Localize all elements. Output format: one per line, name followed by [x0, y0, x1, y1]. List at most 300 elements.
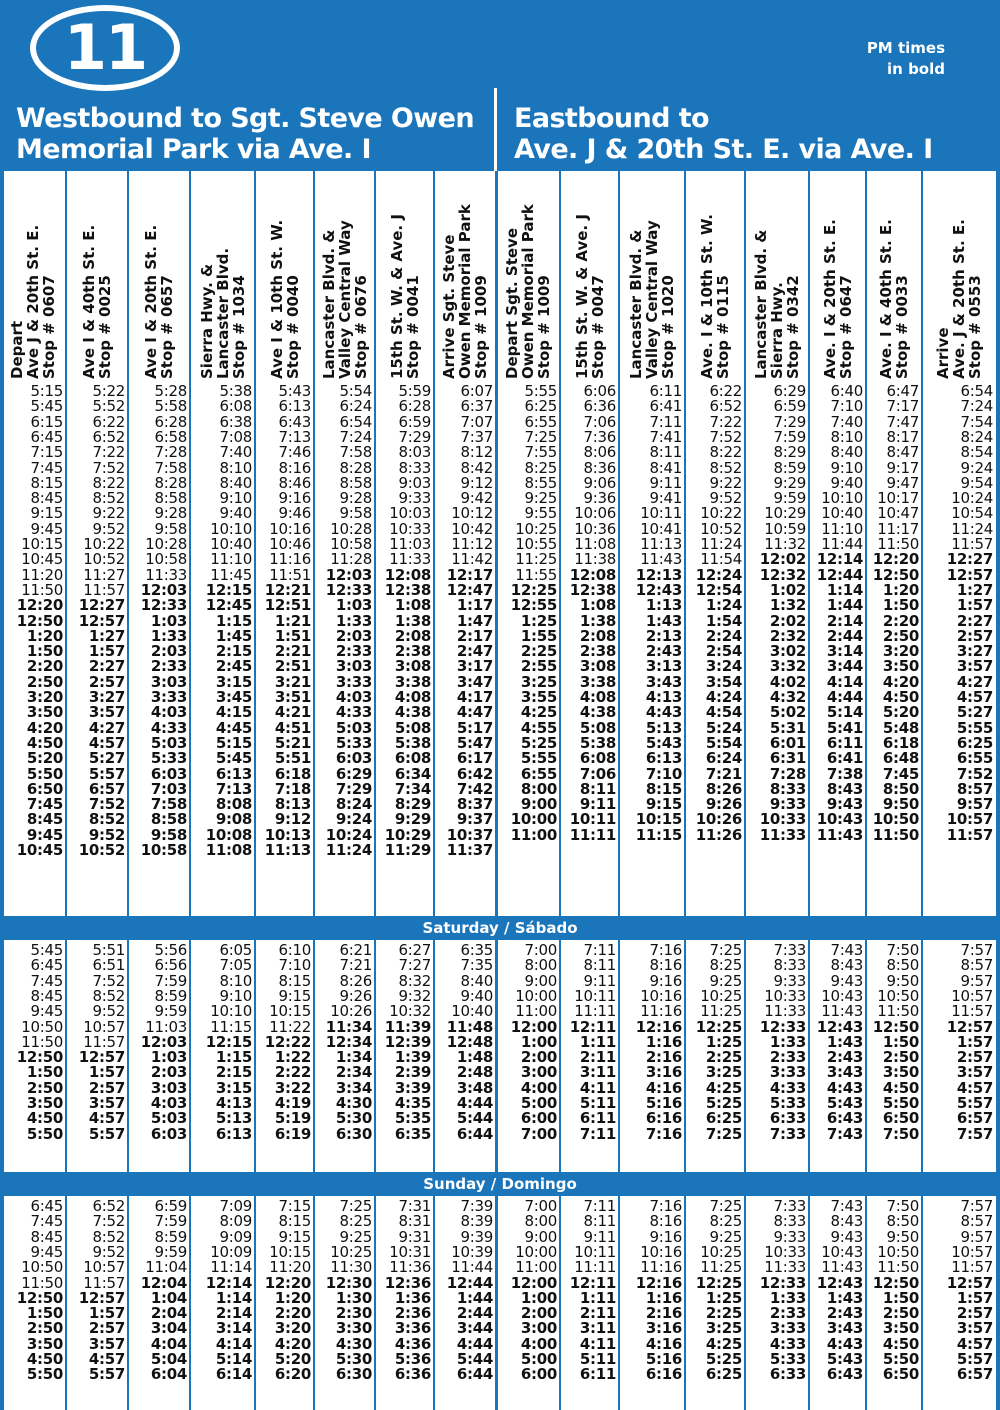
- time-cell: 4:04: [150, 1334, 187, 1353]
- time-cell: 11:50: [21, 1032, 63, 1051]
- time-cell: 12:13: [635, 565, 682, 584]
- time-cell: 11:24: [700, 535, 742, 553]
- time-cell: 10:50: [872, 810, 919, 829]
- time-cell: 12:03: [140, 580, 187, 599]
- time-cell: 1:03: [150, 1048, 187, 1067]
- time-cell: 9:52: [709, 489, 742, 508]
- time-cell: 9:39: [460, 1227, 493, 1246]
- time-cell: 6:57: [956, 1365, 993, 1384]
- time-cell: 7:40: [219, 443, 252, 462]
- time-cell: 11:50: [21, 580, 63, 599]
- time-cell: 2:02: [769, 611, 806, 630]
- time-cell: 12:48: [446, 1032, 493, 1051]
- time-cell: 1:33: [150, 626, 187, 645]
- time-cell: 10:29: [764, 504, 806, 523]
- time-cell: 10:10: [210, 1002, 252, 1021]
- time-cell: 5:13: [645, 718, 682, 737]
- time-cell: 11:15: [210, 1017, 252, 1036]
- time-cell: 12:21: [264, 580, 311, 599]
- time-cell: 7:09: [219, 1197, 252, 1215]
- time-cell: 5:20: [274, 1350, 311, 1368]
- time-cell: 5:57: [956, 1350, 993, 1368]
- time-cell: 5:54: [705, 733, 742, 752]
- time-cell: 9:26: [339, 986, 372, 1005]
- time-cell: 10:58: [140, 841, 187, 859]
- time-cell: 1:11: [579, 1288, 616, 1307]
- time-cell: 8:52: [92, 986, 125, 1005]
- time-cell: 12:50: [872, 1017, 919, 1036]
- column-header-line: Valley Central Way: [643, 220, 661, 379]
- pm-note-line-2: in bold: [887, 60, 945, 78]
- time-cell: 6:57: [956, 1109, 993, 1128]
- time-cell: 7:25: [524, 427, 557, 446]
- time-cell: 9:31: [398, 1227, 431, 1246]
- time-cell: 12:16: [635, 1017, 682, 1036]
- time-cell: 1:43: [645, 611, 682, 630]
- time-cell: 2:57: [956, 626, 993, 645]
- column-header-line: Stop # 0647: [836, 275, 855, 379]
- time-cell: 12:00: [510, 1017, 557, 1036]
- time-cell: 2:54: [705, 642, 742, 661]
- time-cell: 2:50: [26, 1319, 63, 1338]
- time-cell: 12:25: [695, 1017, 742, 1036]
- time-cell: 10:13: [264, 825, 311, 844]
- time-cell: 10:32: [389, 1002, 431, 1021]
- time-cell: 2:36: [394, 1304, 431, 1323]
- time-cell: 1:20: [26, 626, 63, 645]
- time-cell: 7:43: [830, 1197, 863, 1215]
- time-cell: 6:30: [335, 1124, 372, 1143]
- time-cell: 1:48: [456, 1048, 493, 1067]
- time-cell: 9:11: [583, 971, 616, 990]
- time-cell: 7:45: [30, 1212, 63, 1231]
- time-cell: 2:57: [88, 1319, 125, 1338]
- time-cell: 12:16: [635, 1273, 682, 1292]
- time-cell: 8:28: [339, 458, 372, 477]
- time-cell: 9:57: [960, 1227, 993, 1246]
- time-cell: 7:41: [649, 427, 682, 446]
- column-header-line: Stop # 0657: [158, 275, 176, 379]
- time-cell: 2:44: [456, 1304, 493, 1323]
- time-cell: 5:38: [394, 733, 431, 752]
- time-cell: 3:38: [579, 672, 616, 691]
- time-cell: 5:19: [274, 1109, 311, 1128]
- time-cell: 1:00: [520, 1288, 557, 1307]
- time-cell: 8:33: [773, 956, 806, 975]
- time-cell: 4:44: [456, 1094, 493, 1112]
- westbound-title-line-1: Westbound to Sgt. Steve Owen: [16, 103, 474, 134]
- time-cell: 11:50: [877, 1002, 919, 1021]
- time-cell: 12:57: [78, 611, 125, 630]
- time-cell: 9:52: [88, 825, 125, 844]
- time-cell: 6:45: [30, 427, 63, 446]
- time-cell: 8:52: [88, 810, 125, 829]
- time-cell: 10:15: [21, 535, 63, 553]
- time-cell: 7:25: [339, 1197, 372, 1215]
- time-cell: 4:36: [394, 1334, 431, 1353]
- time-cell: 9:37: [456, 810, 493, 829]
- time-cell: 4:43: [826, 1078, 863, 1097]
- time-cell: 8:50: [886, 1212, 919, 1231]
- time-cell: 10:15: [635, 810, 682, 829]
- time-cell: 5:25: [520, 733, 557, 752]
- time-cell: 4:50: [26, 1350, 63, 1368]
- time-cell: 6:11: [579, 1365, 616, 1384]
- time-cell: 11:17: [877, 519, 919, 538]
- time-cell: 10:10: [210, 519, 252, 538]
- time-cell: 11:43: [821, 1002, 863, 1021]
- time-cell: 4:35: [394, 1094, 431, 1112]
- time-cell: 5:08: [579, 718, 616, 737]
- time-cell: 3:14: [826, 642, 863, 661]
- column-header-line: Arrive Sgt. Steve: [440, 234, 458, 379]
- time-cell: 6:36: [394, 1365, 431, 1384]
- time-cell: 3:33: [769, 1319, 806, 1338]
- time-cell: 10:50: [877, 986, 919, 1005]
- time-cell: 7:18: [274, 779, 311, 798]
- time-cell: 6:18: [882, 733, 919, 752]
- time-cell: 5:20: [26, 749, 63, 768]
- time-cell: 9:32: [398, 986, 431, 1005]
- column-header: [66, 171, 128, 383]
- eastbound-title: [514, 103, 933, 165]
- time-cell: 2:27: [88, 657, 125, 676]
- time-cell: 5:43: [645, 733, 682, 752]
- time-cell: 5:33: [769, 1094, 806, 1112]
- time-cell: 5:33: [150, 749, 187, 768]
- time-cell: 4:03: [150, 703, 187, 722]
- time-cell: 11:00: [510, 825, 557, 844]
- time-cell: 10:00: [510, 810, 557, 829]
- time-cell: 12:39: [384, 1032, 431, 1051]
- time-cell: 1:04: [150, 1288, 187, 1307]
- time-cell: 11:44: [821, 535, 863, 553]
- time-cell: 4:03: [335, 688, 372, 706]
- column-header-line: Ave I & 40th St. E.: [80, 224, 98, 379]
- time-cell: 2:20: [26, 657, 63, 676]
- time-cell: 2:11: [579, 1048, 616, 1067]
- time-cell: 11:57: [83, 1273, 125, 1292]
- time-cell: 10:57: [951, 1242, 993, 1261]
- time-cell: 9:45: [30, 1242, 63, 1261]
- time-cell: 11:03: [145, 1017, 187, 1036]
- column-header: [619, 171, 685, 383]
- column-header-line: Owen Memorial Park: [519, 204, 537, 379]
- column-header-line: Stop # 1009: [472, 275, 490, 379]
- time-cell: 5:50: [882, 1094, 919, 1112]
- time-cell: 4:50: [26, 733, 63, 752]
- time-cell: 5:22: [92, 382, 125, 400]
- time-cell: 12:14: [205, 1273, 252, 1292]
- time-cell: 7:37: [460, 427, 493, 446]
- time-cell: 10:45: [16, 841, 63, 859]
- time-cell: 6:43: [278, 412, 311, 431]
- time-cell: 1:33: [769, 1288, 806, 1307]
- time-cell: 2:43: [826, 1304, 863, 1323]
- time-cell: 7:00: [524, 941, 557, 959]
- time-cell: 1:02: [769, 580, 806, 599]
- time-cell: 12:57: [78, 1048, 125, 1067]
- time-cell: 9:11: [579, 795, 616, 814]
- time-cell: 6:44: [456, 1365, 493, 1384]
- time-cell: 3:55: [520, 688, 557, 706]
- time-cell: 7:28: [769, 764, 806, 783]
- time-cell: 3:27: [88, 688, 125, 706]
- time-cell: 2:13: [645, 626, 682, 645]
- time-cell: 6:24: [705, 749, 742, 768]
- time-cell: 5:57: [88, 1365, 125, 1384]
- time-cell: 6:33: [769, 1109, 806, 1128]
- time-cell: 10:52: [700, 519, 742, 538]
- time-cell: 3:51: [274, 688, 311, 706]
- time-cell: 7:50: [886, 1197, 919, 1215]
- time-cell: 8:58: [150, 810, 187, 829]
- time-cell: 5:14: [826, 703, 863, 722]
- time-cell: 1:57: [88, 1304, 125, 1323]
- time-cell: 5:44: [456, 1109, 493, 1128]
- time-cell: 4:14: [826, 672, 863, 691]
- time-cell: 6:00: [520, 1365, 557, 1384]
- time-cell: 11:32: [764, 535, 806, 553]
- time-cell: 7:25: [705, 1124, 742, 1143]
- time-cell: 6:13: [278, 397, 311, 416]
- time-cell: 4:50: [882, 1334, 919, 1353]
- time-cell: 2:16: [645, 1304, 682, 1323]
- time-cell: 8:00: [520, 779, 557, 798]
- time-cell: 9:28: [339, 489, 372, 508]
- time-cell: 12:02: [759, 550, 806, 569]
- time-cell: 8:59: [154, 1227, 187, 1246]
- time-cell: 5:38: [579, 733, 616, 752]
- time-cell: 11:12: [451, 535, 493, 553]
- time-cell: 5:52: [92, 397, 125, 416]
- time-cell: 5:25: [705, 1350, 742, 1368]
- time-cell: 6:33: [769, 1365, 806, 1384]
- time-cell: 4:33: [769, 1078, 806, 1097]
- time-cell: 7:59: [773, 427, 806, 446]
- time-cell: 7:13: [215, 779, 252, 798]
- time-cell: 10:46: [269, 535, 311, 553]
- time-cell: 6:16: [645, 1365, 682, 1384]
- time-cell: 12:20: [16, 596, 63, 615]
- time-cell: 11:24: [325, 841, 372, 859]
- time-cell: 1:57: [956, 1288, 993, 1307]
- time-cell: 4:44: [826, 688, 863, 706]
- time-cell: 8:09: [219, 1212, 252, 1231]
- time-cell: 6:25: [956, 733, 993, 752]
- time-cell: 4:25: [705, 1334, 742, 1353]
- time-cell: 3:33: [769, 1063, 806, 1082]
- time-cell: 3:16: [645, 1063, 682, 1082]
- time-cell: 3:15: [215, 672, 252, 691]
- time-cell: 6:11: [579, 1109, 616, 1128]
- time-cell: 7:58: [339, 443, 372, 462]
- time-cell: 11:14: [210, 1258, 252, 1277]
- time-cell: 2:55: [520, 657, 557, 676]
- time-cell: 1:44: [826, 596, 863, 615]
- time-cell: 6:52: [92, 427, 125, 446]
- time-cell: 12:33: [759, 1017, 806, 1036]
- time-cell: 3:50: [882, 657, 919, 676]
- column-header-line: Ave. J & 20th St. E.: [950, 219, 968, 379]
- column-header-line: 15th St. W. & Ave. J: [387, 214, 406, 379]
- time-cell: 6:52: [709, 397, 742, 416]
- time-cell: 6:13: [215, 1124, 252, 1143]
- time-cell: 3:17: [456, 657, 493, 676]
- time-cell: 10:33: [764, 986, 806, 1005]
- time-cell: 8:46: [278, 473, 311, 492]
- time-cell: 7:45: [882, 764, 919, 783]
- time-cell: 1:57: [956, 596, 993, 615]
- time-cell: 11:50: [21, 1273, 63, 1292]
- time-cell: 7:45: [30, 971, 63, 990]
- time-cell: 11:00: [515, 1002, 557, 1021]
- time-cell: 3:50: [26, 703, 63, 722]
- time-cell: 10:17: [877, 489, 919, 508]
- time-cell: 11:10: [210, 550, 252, 569]
- time-cell: 2:45: [215, 657, 252, 676]
- sunday-section-band: Sunday / Domingo: [0, 1172, 1000, 1196]
- time-cell: 1:50: [26, 1063, 63, 1082]
- time-cell: 12:33: [759, 1273, 806, 1292]
- column-header: [560, 171, 619, 383]
- time-cell: 7:16: [649, 1197, 682, 1215]
- time-cell: 12:24: [695, 565, 742, 584]
- time-cell: 2:51: [274, 657, 311, 676]
- time-cell: 9:16: [649, 1227, 682, 1246]
- time-cell: 5:36: [394, 1350, 431, 1368]
- time-cell: 7:11: [579, 1124, 616, 1143]
- time-cell: 1:57: [956, 1032, 993, 1051]
- time-cell: 3:54: [705, 672, 742, 691]
- time-cell: 10:10: [821, 489, 863, 508]
- time-cell: 6:00: [520, 1109, 557, 1128]
- time-cell: 6:16: [645, 1109, 682, 1128]
- time-cell: 4:55: [520, 718, 557, 737]
- time-cell: 6:13: [215, 764, 252, 783]
- time-cell: 9:43: [826, 795, 863, 814]
- time-cell: 4:24: [705, 688, 742, 706]
- time-cell: 7:25: [709, 941, 742, 959]
- time-cell: 3:25: [705, 1063, 742, 1082]
- time-cell: 4:47: [456, 703, 493, 722]
- column-header-line: Depart: [8, 320, 26, 379]
- time-cell: 5:56: [154, 941, 187, 959]
- time-cell: 7:08: [219, 427, 252, 446]
- time-cell: 11:42: [451, 550, 493, 569]
- time-cell: 10:26: [330, 1002, 372, 1021]
- time-cell: 10:33: [389, 519, 431, 538]
- time-cell: 4:57: [88, 1350, 125, 1368]
- time-cell: 4:20: [26, 718, 63, 737]
- time-cell: 12:50: [16, 1048, 63, 1067]
- time-cell: 8:15: [278, 1212, 311, 1231]
- time-cell: 1:43: [826, 1032, 863, 1051]
- eastbound-title-line-1: Eastbound to: [514, 103, 709, 134]
- time-cell: 6:28: [154, 412, 187, 431]
- time-cell: 12:50: [872, 565, 919, 584]
- time-cell: 1:14: [215, 1288, 252, 1307]
- time-cell: 11:50: [877, 1258, 919, 1277]
- time-cell: 7:11: [583, 1197, 616, 1215]
- time-cell: 3:03: [150, 672, 187, 691]
- time-cell: 12:44: [816, 565, 863, 584]
- time-cell: 2:33: [335, 642, 372, 661]
- time-cell: 5:55: [956, 718, 993, 737]
- time-cell: 9:55: [524, 504, 557, 523]
- time-cell: 8:45: [30, 1227, 63, 1246]
- time-cell: 8:25: [709, 1212, 742, 1231]
- time-cell: 11:33: [764, 1002, 806, 1021]
- time-cell: 7:45: [30, 458, 63, 477]
- time-cell: 10:24: [325, 825, 372, 844]
- time-cell: 6:47: [886, 382, 919, 400]
- time-cell: 3:11: [579, 1319, 616, 1338]
- time-cell: 11:33: [145, 565, 187, 584]
- column-header-line: Stop # 0033: [893, 275, 911, 379]
- time-cell: 10:25: [515, 519, 557, 538]
- column-header-line: Stop # 1034: [229, 275, 248, 379]
- time-cell: 10:22: [700, 504, 742, 523]
- time-cell: 2:15: [215, 642, 252, 661]
- time-cell: 10:00: [515, 1242, 557, 1261]
- time-cell: 3:50: [26, 1334, 63, 1353]
- time-cell: 7:54: [960, 412, 993, 431]
- time-cell: 5:15: [215, 733, 252, 752]
- time-cell: 7:43: [826, 1124, 863, 1143]
- time-cell: 11:00: [515, 1258, 557, 1277]
- time-cell: 11:33: [764, 1258, 806, 1277]
- time-cell: 6:55: [956, 749, 993, 768]
- time-cell: 2:25: [705, 1048, 742, 1067]
- time-cell: 5:43: [278, 382, 311, 400]
- time-cell: 10:40: [451, 1002, 493, 1021]
- time-cell: 4:13: [215, 1094, 252, 1112]
- time-cell: 8:39: [460, 1212, 493, 1231]
- time-cell: 6:04: [150, 1365, 187, 1384]
- time-cell: 2:34: [335, 1063, 372, 1082]
- time-cell: 9:11: [649, 473, 682, 492]
- time-cell: 5:33: [769, 1350, 806, 1368]
- column-header-line: Ave. I & 20th St. E.: [820, 219, 839, 379]
- saturday-section-band: Saturday / Sábado: [0, 916, 1000, 940]
- time-cell: 6:43: [826, 1109, 863, 1128]
- time-cell: 4:16: [645, 1078, 682, 1097]
- time-cell: 2:08: [579, 626, 616, 645]
- time-cell: 9:46: [278, 504, 311, 523]
- time-cell: 1:57: [88, 642, 125, 661]
- time-cell: 3:57: [956, 657, 993, 676]
- time-cell: 10:25: [700, 986, 742, 1005]
- time-cell: 11:51: [269, 565, 311, 584]
- time-cell: 7:50: [886, 941, 919, 959]
- time-cell: 9:45: [30, 519, 63, 538]
- time-cell: 3:50: [26, 1094, 63, 1112]
- time-cell: 12:54: [695, 580, 742, 599]
- time-cell: 12:11: [569, 1273, 616, 1292]
- time-cell: 9:25: [339, 1227, 372, 1246]
- time-cell: 12:57: [946, 565, 993, 584]
- time-cell: 6:41: [826, 749, 863, 768]
- column-header-line: Ave. I & 10th St. W.: [698, 214, 716, 379]
- time-cell: 12:03: [325, 565, 372, 584]
- time-cell: 1:44: [456, 1288, 493, 1307]
- time-cell: 3:02: [769, 642, 806, 661]
- time-cell: 5:30: [335, 1350, 372, 1368]
- time-cell: 8:31: [398, 1212, 431, 1231]
- time-cell: 8:52: [709, 458, 742, 477]
- time-cell: 4:00: [520, 1334, 557, 1353]
